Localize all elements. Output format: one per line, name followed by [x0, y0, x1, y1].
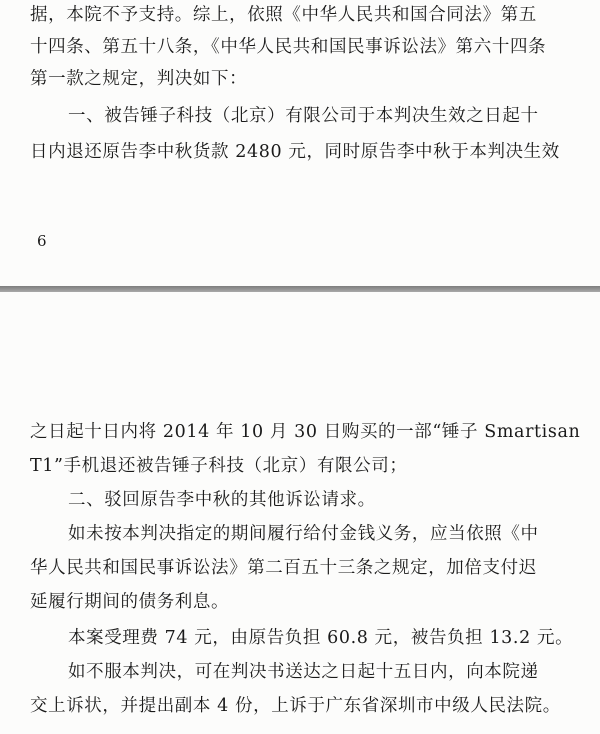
text-line: 如不服本判决，可在判决书送达之日起十五日内，向本院递: [68, 662, 539, 682]
text-line: 十四条、第五十八条，《中华人民共和国民事诉讼法》第六十四条: [30, 37, 547, 57]
text-line: 交上诉状，并提出副本 4 份，上诉于广东省深圳市中级人民法院。: [30, 696, 561, 716]
text-line: 华人民共和国民事诉讼法》第二百五十三条之规定，加倍支付迟: [30, 558, 537, 578]
text-line: 之日起十日内将 2014 年 10 月 30 日购买的一部“锤子 Smartisan: [30, 422, 581, 442]
text-line: 一、被告锤子科技（北京）有限公司于本判决生效之日起十: [68, 106, 539, 126]
text-line: 据，本院不予支持。综上，依照《中华人民共和国合同法》第五: [30, 5, 537, 25]
text-line: T1”手机退还被告锤子科技（北京）有限公司；: [30, 456, 408, 476]
page-bottom-section: [0, 292, 600, 734]
text-line: 本案受理费 74 元，由原告负担 60.8 元，被告负担 13.2 元。: [68, 628, 574, 648]
text-line: 二、驳回原告李中秋的其他诉讼请求。: [68, 490, 376, 510]
text-line: 第一款之规定，判决如下：: [30, 69, 248, 89]
page-number: 6: [37, 232, 47, 250]
text-line: 延履行期间的债务利息。: [30, 592, 230, 612]
page-top-section: [0, 0, 600, 286]
text-line: 如未按本判决指定的期间履行给付金钱义务，应当依照《中: [68, 524, 539, 544]
text-line: 日内退还原告李中秋货款 2480 元，同时原告李中秋于本判决生效: [30, 142, 560, 162]
